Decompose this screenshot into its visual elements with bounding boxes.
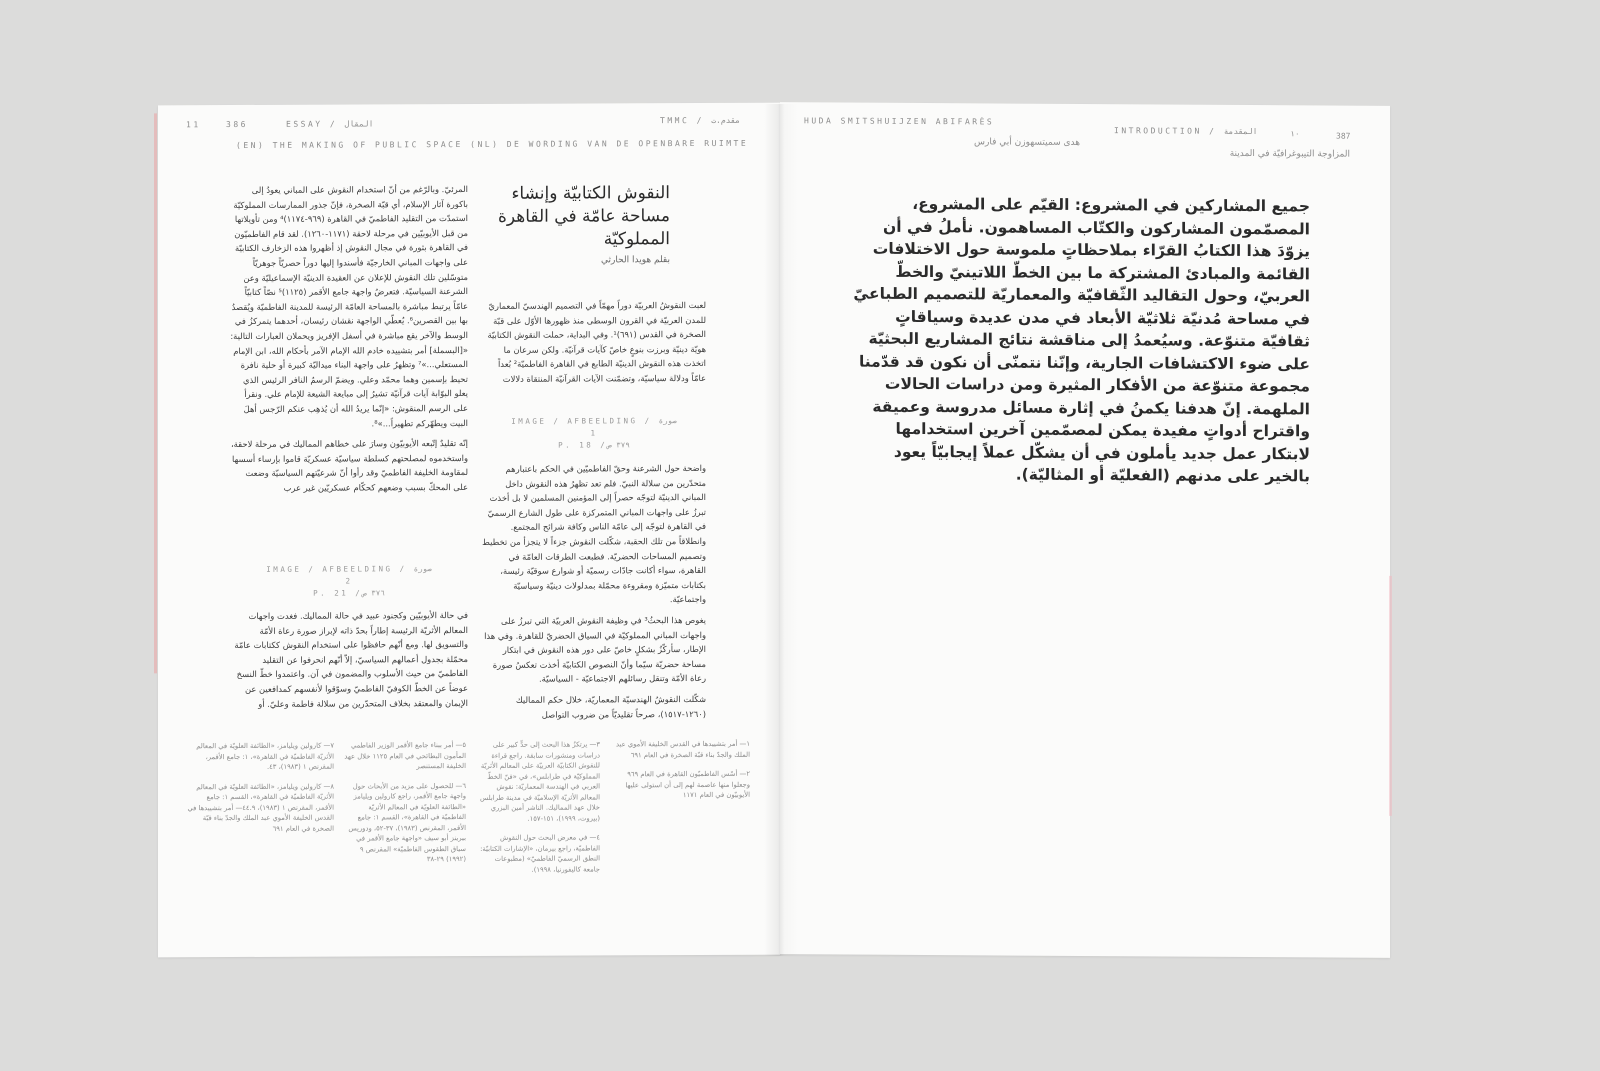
article-byline: بقلم هويدا الحارثي <box>600 255 670 266</box>
paragraph: في حالة الأيوبيّين وكجنود عبيد في حالة المماليك. فغدت واجهات المعالم الأثريّة الرئيسة إطاراً بحدّ ذاته لإبراز صورة رعاة الأمّة والتسويق لها. ومع أنّهم حافظوا على استخدام النقوش ككتابات عامّة محمّلة بجدول أعمالهم السياسيّ، إلاّ أنّهم انحرفوا عن التقليد الفاطميّ من حيث الأسلوب والمضمون في آن. واعتمدوا خطّ النسخ عوضاً عن الخطّ الكوفيّ الفاطميّ وسوّقوا لأنفسهم كمدافعين عن الإيمان والمعتقد بخلاف المتحدّرين من سلالة فاطمة وعليّ. أو <box>234 610 468 709</box>
author-name-ar: هدى سميتسهوزن أبي فارس <box>974 137 1080 148</box>
chapter-subtitle: المزاوجة التيبوغرافيّة في المدينة <box>1229 148 1350 160</box>
left-page-number: 386 <box>226 119 248 130</box>
paragraph: واضحة حول الشرعنة وحقّ الفاطميّين في الحكم باعتبارهم متحدّرين من سلالة النبيّ. فلم تعد تظهرُ هذه النقوش داخل المباني الدينيّة لتوجّه حصراً إلى المؤمنين المسلمين لا بل أخذت تبرزُ على واجهات المباني المتمركزة على طول الشارع الرسميّ في القاهرة لتوجّه إلى عامّة الناس وكافة شرائح المجتمع. وانطلاقاً من تلك الحقبة، شكّلت النقوش جزءاً لا يتجزأ من تخطيط وتصميم المساحات الحضريّة. فطبعت الطرقات العامّة في القاهرة، سواء أكانت جادّات رسميّة أو شوارع سوقيّة رئيسة، بكتابات متميّزة ومقروءة محمّلة بمدلولات دينيّة وسياسيّة واجتماعيّة. <box>482 462 706 605</box>
footnote: ٣— يرتكزُ هذا البحث إلى حدٍّ كبير على دراسات ومنشورات سابقة. راجع قراءة للنقوش الكتابيّة العربيّة على المعالم الأثريّة المملوكيّة في طرابلس»، في «فنّ الخطّ العربي في الهندسة المعماريّة: نقوش المعالم الأثريّة الإسلاميّة في مدينة طرابلس خلال عهد المماليك. الناشر أمين البزري (بيروت، ١٩٩٩)، ١٥١-١٥٧. <box>480 740 600 823</box>
footnotes-column-2 <box>476 739 600 884</box>
footnote: ٢— أسّس الفاطميّون القاهرة في العام ٩٦٩ وجعلوا منها عاصمة لهم إلى أن استولى عليها الأيوبيّون في العام ١١٧١ <box>625 769 750 800</box>
text-column-left-top <box>230 182 468 502</box>
paragraph: إنّه تقليدٌ إتّبعه الأيوبيّون وسارَ على خطاهم المماليك في مرحلة لاحقة، واستخدموه لمصلحتهم كسلطة سياسيّة عسكريّة قاموا بإرساء أسسها لمقاومة الخليفة الفاطميّ وقد رأوا أنّ شرعيّتهم السياسيّة وضعت على المحكّ بسبب وضعهم كحكّام عسكريّين غير عرب <box>230 438 468 493</box>
page-edge-marker <box>1389 576 1392 816</box>
page-edge-marker <box>154 113 157 673</box>
text-column-right-top <box>482 298 706 393</box>
author-name-en: HUDA SMITSHUIJZEN ABIFARÈS <box>804 116 995 127</box>
text-column-right-bottom <box>482 461 706 728</box>
footnote: ٤— في معرض البحث حول النقوش الفاطميّة، راجع بيرمان، «الإشارات الكتابيّة: النطق الرسميّ الفاطميّ» (مطبوعات جامعة كاليفورنيا، ١٩٩٨). <box>480 833 600 874</box>
footnote: ٥— أمر ببناء جامع الأقمر الوزير الفاطمي المأمون البطائحي في العام ١١٢٥ خلال عهد الخليفة المستنصر <box>344 741 466 771</box>
introduction-text: جميع المشاركين في المشروع: القيّم على المشروع، المصمّمون المشاركون والكتّاب المساهمون. نأملُ في أن يزوّدَ هذا الكتابُ القرّاء بملاحظاتٍ ملموسة حول الاختلافات القائمة والمبادئ المشتركة ما بين الخطّ اللاتينيّ والخطّ العربيّ، وحول التقاليد الثّقافيّة والمعماريّة للتصميم الطباعيّ في مساحة مُدنيّة ثلاثيّة الأبعاد في مدن عديدة وسياقاتٍ ثقافيّة متنوّعة. وسيُعمدُ إلى مناقشة نتائج المشاريع البحثيّة على ضوء الاكتشافات الجارية، وإنّنا نتمنّى أن نكون قد قدّمنا مجموعة متنوّعة من الأفكار المثيرة ومن دراسات الحالات الملهمة. إنّ هدفنا يكمنُ في إثارة مسائل مدروسة وعميقة واقتراح أدواتٍ مفيدة يمكن لمصمّمين آخرين استخدامها لابتكار عمل جديد يأملون في أن يشكّل عملاً إيجابيّاً يعود بالخير على مدنهم (الفعليّة أو المثاليّة). <box>853 194 1310 486</box>
right-page <box>780 102 1390 958</box>
left-page-folio: 11 <box>186 120 201 130</box>
text-column-left-bottom <box>230 608 468 717</box>
footnote: ٨— كارولين ويليامز، «الطائفة العلويّة في المعالم الأثريّة الفاطميّة في القاهرة»، القسم ١: جامع الأقمر، المقرنص ١ (١٩٨٣)، ٤٤.٩— أمر بتشييدها في القدس الخليفة الأموي عبد الملك والجدّ بناء قبّة الصخرة في العام ٦٩١ <box>187 782 334 833</box>
section-number: ١٠ <box>1290 129 1300 139</box>
section-label: INTRODUCTION / المقدمة <box>1114 126 1258 137</box>
paragraph: لعبت النقوشُ العربيّة دوراً مهمّاً في التصميم الهندسيّ المعماريّ للمدن العربيّة في القرون الوسطى منذ ظهورها الأوّل على قبّة الصخرة في القدس (٦٩١)¹. وفي البداية، حملت النقوش الكتابيّة هويّة دينيّة وبرزت بنوعٍ خاصّ كآيات قرآنيّة. ولكن سرعان ما اتخذت هذه النقوش الدينيّة الطابع في القاهرة الفاطميّة² بُعداً عامّاً ودلالة سياسيّة، وتضمّنت الآيات القرآنيّة المنتقاة دلالات <box>487 299 706 384</box>
caption-page: P. 18 /٣٧٩ ص <box>558 440 630 450</box>
image-caption-1 <box>482 415 706 452</box>
footnote: ٦— للحصول على مزيد من الأبحاث حول واجهة جامع الأقمر، راجع كارولين ويليامز «الطائفة العلويّة في المعالم الأثريّة الفاطميّة في القاهرة»، القسم ١: جامع الأقمر، المقرنص (١٩٨٣)، ٣٧-٥٢، ودوريس بيرينز أبو سيف «واجهة جامع الأقمر في سياق الطقوس الفاطميّة» المقرنص ٩ (١٩٩٢) ٢٩-٣٨ <box>348 781 466 864</box>
paragraph: يغوص هذا البحثُ³ في وظيفة النقوش العربيّة التي تبرزُ على واجهات المباني المملوكيّة في السياق الحضريّ للقاهرة. وفي هذا الإطار، سأركّزُ بشكلٍ خاصّ على دور هذه النقوش في ابتكار مساحة حضريّة سيّما وأنّ النصوص الكتابيّة أخذت تعكسُ صورة رعاة الأمّة وتنقل رسائلهم الاجتماعيّة - السياسيّة. <box>484 614 706 685</box>
caption-number: 1 <box>590 428 598 438</box>
left-section-label: ESSAY / المقال <box>286 119 374 129</box>
caption-page: P. 21 /٣٧٦ ص <box>313 588 385 598</box>
caption-label: IMAGE / AFBEELDING / صورة <box>266 564 432 574</box>
caption-number: 2 <box>345 576 353 586</box>
footnote: ٧— كارولين ويليامز، «الطائفة العلويّة في المعالم الأثريّة الفاطميّة في القاهرة»، ١: جامع الأقمر، المقرنص ١ (١٩٨٣)، ٤٣. <box>196 741 334 771</box>
article-title: النقوش الكتابيّة وإنشاء مساحة عامّة في القاهرة المملوكيّة <box>497 183 670 250</box>
image-caption-2 <box>230 563 468 600</box>
footnotes-column-4 <box>186 741 334 844</box>
footnotes-column-3 <box>344 740 466 874</box>
book-spread <box>158 104 1388 956</box>
footnotes-column-1 <box>610 739 750 810</box>
right-page-number: 387 <box>1336 131 1351 141</box>
paragraph: شكّلت النقوشُ الهندسيّة المعماريّة، خلال حكم المماليك (١٢٦٠-١٥١٧)، صرحاً تقليديّاً من ضروب التواصل <box>515 693 706 720</box>
footnote: ١— أمر بتشييدها في القدس الخليفة الأموي عبد الملك والجدّ بناء قبّة الصخرة في العام ٦٩١ <box>615 739 750 759</box>
book-code-label: TMMC / مقدم.ت <box>660 115 741 126</box>
left-page <box>158 103 780 958</box>
book-subtitle: (EN) THE MAKING OF PUBLIC SPACE (NL) DE WORDING VAN DE OPENBARE RUIMTE <box>236 138 749 151</box>
paragraph: المرئيّ. وبالرّغم من أنّ استخدام النقوش على المباني يعودُ إلى باكورة آثار الإسلام، أي قبّة الصخرة، فإنّ جذور الممارسات المملوكيّة استمدّت من التقليد الفاطميّ في القاهرة (٩٦٩-١١٧٤)⁴ ومن تأويلاتها من قبل الأيوبيّين في مرحلة لاحقة (١١٧١-١٢٦٠). لقد قام الفاطميّون في القاهرة بثورة في مجال النقوش إذ أظهروا هذه الزخارف الكتابيّة على واجهات المباني الخارجيّة فأسندوا إليها دوراً حصريّاً جوهريّاً متوسّلين تلك النقوش للإعلان عن العقيدة الدينيّة الإسماعيليّة وعن الشرعنة السياسيّة. فتعرضُ واجهة جامع الأقمر (١١٢٥)⁵ نصّاً كتابيّاً عامّاً يرتبط مباشرة بالمساحة العامّة الرئيسة للمدينة الفاطميّة ويُقصدُ بها بين القصرين⁶. يُعطّي الواجهة نقشان رئيسان، أحدهما يتمركزُ في الوسط والآخر يقع مباشرة في أسفل الإفريز ويحملان العبارات التالية: «[البسملة] أمر بتشييده خادم الله الإمام الآمر بأحكام الله، ابن الإمام المستعلي...»⁷ وتظهرُ على واجهة البناء ميداليّة كبيرة أو حلية نافرة تحيط بإسمين وهما محمّد وعلي. ويضمّ الرسمُ النافر الرئيس الذي يعلو البوّابة آيات قرآنيّة تشيرُ إلى مبايعة الشيعة للإمام علي. ونقرأ على الرسم المنقوش: «إنّما يريدُ الله أن يُذهِب عنكم الرّجس أهلَ البيت ويطهّركم تطهيراً...»⁸. <box>230 184 468 428</box>
caption-label: IMAGE / AFBEELDING / صورة <box>511 416 677 426</box>
